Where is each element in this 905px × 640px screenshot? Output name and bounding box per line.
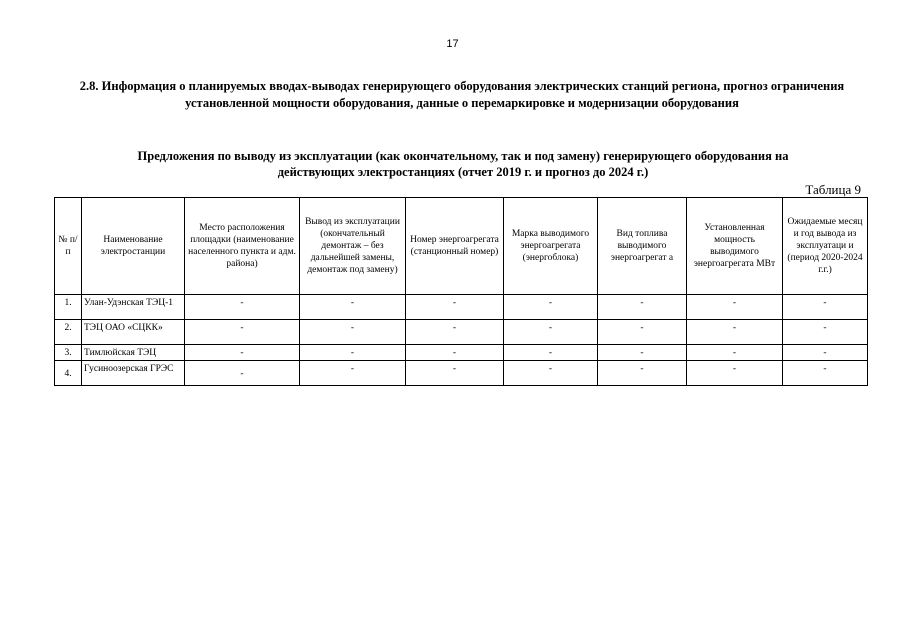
location-cell: -: [185, 320, 300, 345]
expected-date-cell: -: [783, 361, 868, 386]
column-header-unit-brand: Марка выводимого энергоагрегата (энергоблока): [504, 198, 598, 295]
page-number: 17: [446, 38, 459, 50]
column-header-decommission: Вывод из эксплуатации (окончательный демонтаж – без дальнейшей замены, демонтаж под замену): [300, 198, 406, 295]
unit-number-cell: -: [406, 320, 504, 345]
decommission-table: [54, 197, 868, 386]
sub-heading: Предложения по выводу из эксплуатации (как окончательному, так и под замену) генерирующего оборудования на действующих электростанциях (отчет 2019 г. и прогноз до 2024 г.): [137, 149, 789, 179]
column-header-number: № п/п: [55, 198, 82, 295]
fuel-cell: -: [598, 361, 687, 386]
expected-date-cell: -: [783, 295, 868, 320]
unit-number-cell: -: [406, 345, 504, 361]
row-number: 2.: [55, 320, 82, 345]
unit-brand-cell: -: [504, 345, 598, 361]
column-header-fuel: Вид топлива выводимого энергоагрегат а: [598, 198, 687, 295]
table-row: [55, 320, 868, 345]
unit-number-cell: -: [406, 295, 504, 320]
station-name: Улан-Удэнская ТЭЦ-1: [82, 295, 185, 320]
expected-date-cell: -: [783, 345, 868, 361]
table-row: [55, 361, 868, 386]
station-name: Тимлюйская ТЭЦ: [82, 345, 185, 361]
column-header-expected-date: Ожидаемые месяц и год вывода из эксплуатаци и (период 2020-2024 г.г.): [783, 198, 868, 295]
capacity-cell: -: [687, 361, 783, 386]
table-header-row: [55, 198, 868, 295]
unit-number-cell: -: [406, 361, 504, 386]
column-header-location: Место расположения площадки (наименование населенного пункта и адм. района): [185, 198, 300, 295]
column-header-unit-number: Номер энергоагрегата (станционный номер): [406, 198, 504, 295]
section-heading: 2.8. Информация о планируемых вводах-выводах генерирующего оборудования электрических станций региона, прогноз ограничения установленной мощности оборудования, данные о перемаркировке и модернизации оборудования: [79, 79, 845, 110]
decommission-cell: -: [300, 345, 406, 361]
fuel-cell: -: [598, 320, 687, 345]
row-number: 4.: [55, 361, 82, 386]
row-number: 1.: [55, 295, 82, 320]
fuel-cell: -: [598, 295, 687, 320]
unit-brand-cell: -: [504, 320, 598, 345]
column-header-station-name: Наименование электростанции: [82, 198, 185, 295]
capacity-cell: -: [687, 295, 783, 320]
decommission-cell: -: [300, 361, 406, 386]
capacity-cell: -: [687, 345, 783, 361]
expected-date-cell: -: [783, 320, 868, 345]
decommission-cell: -: [300, 295, 406, 320]
table-row: [55, 345, 868, 361]
column-header-capacity: Установленная мощность выводимого энергоагрегата МВт: [687, 198, 783, 295]
location-cell: -: [185, 295, 300, 320]
table-caption: Таблица 9: [805, 182, 861, 197]
location-cell: -: [185, 361, 300, 386]
decommission-cell: -: [300, 320, 406, 345]
station-name: ТЭЦ ОАО «СЦКК»: [82, 320, 185, 345]
station-name: Гусиноозерская ГРЭС: [82, 361, 185, 386]
row-number: 3.: [55, 345, 82, 361]
fuel-cell: -: [598, 345, 687, 361]
table-row: [55, 295, 868, 320]
location-cell: -: [185, 345, 300, 361]
capacity-cell: -: [687, 320, 783, 345]
unit-brand-cell: -: [504, 361, 598, 386]
unit-brand-cell: -: [504, 295, 598, 320]
